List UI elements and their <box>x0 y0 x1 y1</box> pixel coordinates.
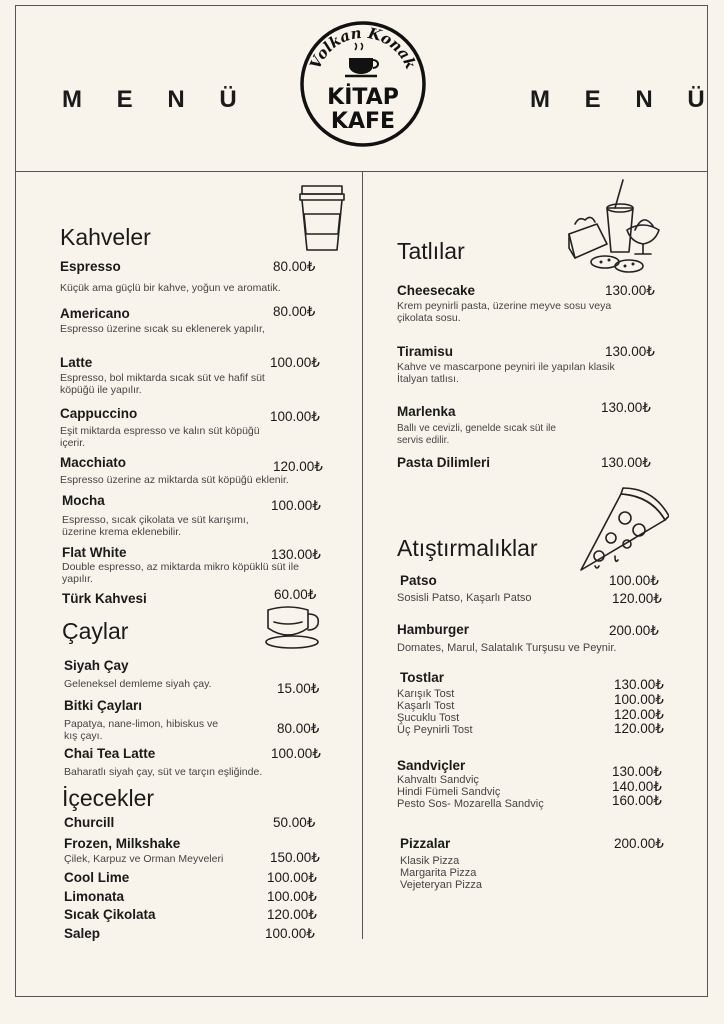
item-name-cheesecake: Cheesecake <box>397 283 476 298</box>
subitem-sucuklu-tost: Şucuklu Tost <box>397 712 460 724</box>
menu-title-right: M E N Ü <box>530 86 719 113</box>
coffee-cup-icon <box>296 182 348 254</box>
desserts-icon <box>565 178 665 276</box>
item-price-limonata: 100.00₺ <box>267 889 317 904</box>
item-price-patso-2: 120.00₺ <box>612 591 662 606</box>
subitem-kasarli-tost: Kaşarlı Tost <box>397 700 455 712</box>
subitem-hindi-fumeli-sandvic: Hindi Fümeli Sandviç <box>397 786 501 798</box>
subitem-vejeteryan-pizza: Vejeteryan Pizza <box>400 879 482 891</box>
item-price-salep: 100.00₺ <box>265 926 315 941</box>
item-desc-cheesecake: Krem peynirli pasta, üzerine meyve sosu veya çikolata sosu. <box>397 300 612 324</box>
item-name-latte: Latte <box>60 355 93 370</box>
subitem-price-karisik-tost: 100.00₺ <box>614 692 664 707</box>
item-price-patso-1: 100.00₺ <box>609 573 659 588</box>
item-name-americano: Americano <box>60 306 130 321</box>
item-price-latte: 100.00₺ <box>270 355 320 370</box>
item-name-chai-tea-latte: Chai Tea Latte <box>64 746 156 761</box>
item-desc-bitki-caylari: Papatya, nane-limon, hibiskus ve kış çayı. <box>64 718 219 742</box>
item-name-flat-white: Flat White <box>62 545 127 560</box>
item-price-frozen-milkshake: 150.00₺ <box>270 850 320 865</box>
item-name-churcill: Churcill <box>64 815 115 830</box>
item-price-cappuccino: 100.00₺ <box>270 409 320 424</box>
item-desc-siyah-cay: Geleneksel demleme siyah çay. <box>64 678 212 690</box>
section-title-icecekler: İçecekler <box>62 785 155 811</box>
item-name-hamburger: Hamburger <box>397 622 470 637</box>
subitem-price-kahvalti-sandvic: 130.00₺ <box>612 764 662 779</box>
subitem-karisik-tost: Karışık Tost <box>397 688 455 700</box>
item-price-americano: 80.00₺ <box>273 304 316 319</box>
item-name-espresso: Espresso <box>60 259 121 274</box>
item-name-bitki-caylari: Bitki Çayları <box>64 698 143 713</box>
menu-title-left: M E N Ü <box>62 86 251 113</box>
item-price-cool-lime: 100.00₺ <box>267 870 317 885</box>
item-price-hamburger: 200.00₺ <box>609 623 659 638</box>
logo-line1: KİTAP <box>327 85 399 110</box>
item-price-sicak-cikolata: 120.00₺ <box>267 907 317 922</box>
item-price-turk-kahvesi: 60.00₺ <box>274 587 317 602</box>
logo-top-text: Volkan Konak <box>306 23 420 72</box>
item-name-tostlar: Tostlar <box>400 670 445 685</box>
item-name-pasta-dilimleri: Pasta Dilimleri <box>397 455 491 470</box>
subitem-price-pesto-sandvic: 160.00₺ <box>612 793 662 808</box>
item-desc-mocha: Espresso, sıcak çikolata ve süt karışımı, üzerine krema eklenebilir. <box>62 514 249 538</box>
item-desc-cappuccino: Eşit miktarda espresso ve kalın süt köpüğü içerir. <box>60 425 260 449</box>
subitem-price-kasarli-tost: 120.00₺ <box>614 707 664 722</box>
item-price-pizzalar: 200.00₺ <box>614 836 664 851</box>
section-title-atistirmaliklar: Atıştırmalıklar <box>397 535 538 561</box>
pizza-slice-icon <box>575 486 669 574</box>
item-price-siyah-cay: 15.00₺ <box>277 681 320 696</box>
item-desc-americano: Espresso üzerine sıcak su eklenerek yapılır, <box>60 323 265 335</box>
item-name-cappuccino: Cappuccino <box>60 406 138 421</box>
item-desc-tiramisu: Kahve ve mascarpone peyniri ile yapılan klasik İtalyan tatlısı. <box>397 361 615 385</box>
item-name-siyah-cay: Siyah Çay <box>64 658 129 673</box>
item-price-bitki-caylari: 80.00₺ <box>277 721 320 736</box>
subitem-kahvalti-sandvic: Kahvaltı Sandviç <box>397 774 479 786</box>
item-price-marlenka: 130.00₺ <box>601 400 651 415</box>
item-name-marlenka: Marlenka <box>397 404 456 419</box>
item-price-tiramisu: 130.00₺ <box>605 344 655 359</box>
item-desc-espresso: Küçük ama güçlü bir kahve, yoğun ve aromatik. <box>60 282 281 294</box>
item-name-mocha: Mocha <box>62 493 105 508</box>
item-price-churcill: 50.00₺ <box>273 815 316 830</box>
item-name-turk-kahvesi: Türk Kahvesi <box>62 591 147 606</box>
subitem-price-sucuklu-tost: 120.00₺ <box>614 721 664 736</box>
item-name-macchiato: Macchiato <box>60 455 127 470</box>
subitem-pesto-sandvic: Pesto Sos- Mozarella Sandviç <box>397 798 544 810</box>
item-desc-flat-white: Double espresso, az miktarda mikro köpüklü süt ile yapılır. <box>62 561 299 585</box>
item-price-chai-tea-latte: 100.00₺ <box>271 746 321 761</box>
section-title-kahveler: Kahveler <box>60 224 151 250</box>
item-desc-hamburger: Domates, Marul, Salatalık Turşusu ve Peynir. <box>397 642 617 654</box>
section-title-tatlilar: Tatlılar <box>397 238 465 264</box>
item-name-pizzalar: Pizzalar <box>400 836 451 851</box>
item-price-pasta-dilimleri: 130.00₺ <box>601 455 651 470</box>
item-price-macchiato: 120.00₺ <box>273 459 323 474</box>
subitem-price-hindi-fumeli-sandvic: 140.00₺ <box>612 779 662 794</box>
item-desc-marlenka: Ballı ve cevizli, genelde sıcak süt ile servis edilir. <box>397 423 556 446</box>
item-desc-frozen-milkshake: Çilek, Karpuz ve Orman Meyveleri <box>64 853 224 865</box>
item-name-salep: Salep <box>64 926 101 941</box>
tea-cup-icon <box>264 604 328 652</box>
item-name-frozen-milkshake: Frozen, Milkshake <box>64 836 181 851</box>
item-desc-macchiato: Espresso üzerine az miktarda süt köpüğü eklenir. <box>60 474 289 486</box>
column-divider <box>362 171 363 939</box>
item-price-tostlar: 130.00₺ <box>614 677 664 692</box>
item-name-cool-lime: Cool Lime <box>64 870 130 885</box>
item-price-mocha: 100.00₺ <box>271 498 321 513</box>
item-name-patso: Patso <box>400 573 437 588</box>
item-name-tiramisu: Tiramisu <box>397 344 454 359</box>
item-desc-patso: Sosisli Patso, Kaşarlı Patso <box>397 592 532 604</box>
item-desc-latte: Espresso, bol miktarda sıcak süt ve hafif süt köpüğü ile yapılır. <box>60 372 265 396</box>
item-desc-chai-tea-latte: Baharatlı siyah çay, süt ve tarçın eşliğinde. <box>64 766 263 778</box>
item-name-limonata: Limonata <box>64 889 125 904</box>
subitem-uc-peynirli-tost: Üç Peynirli Tost <box>397 724 473 736</box>
item-name-sicak-cikolata: Sıcak Çikolata <box>64 907 156 922</box>
logo-line2: KAFE <box>330 109 396 134</box>
kitap-kafe-logo <box>299 20 427 148</box>
item-price-flat-white: 130.00₺ <box>271 547 321 562</box>
subitem-klasik-pizza: Klasik Pizza <box>400 855 460 867</box>
item-price-cheesecake: 130.00₺ <box>605 283 655 298</box>
item-name-sandvicler: Sandviçler <box>397 758 466 773</box>
subitem-margarita-pizza: Margarita Pizza <box>400 867 477 879</box>
section-title-caylar: Çaylar <box>62 618 129 644</box>
item-price-espresso: 80.00₺ <box>273 259 316 274</box>
